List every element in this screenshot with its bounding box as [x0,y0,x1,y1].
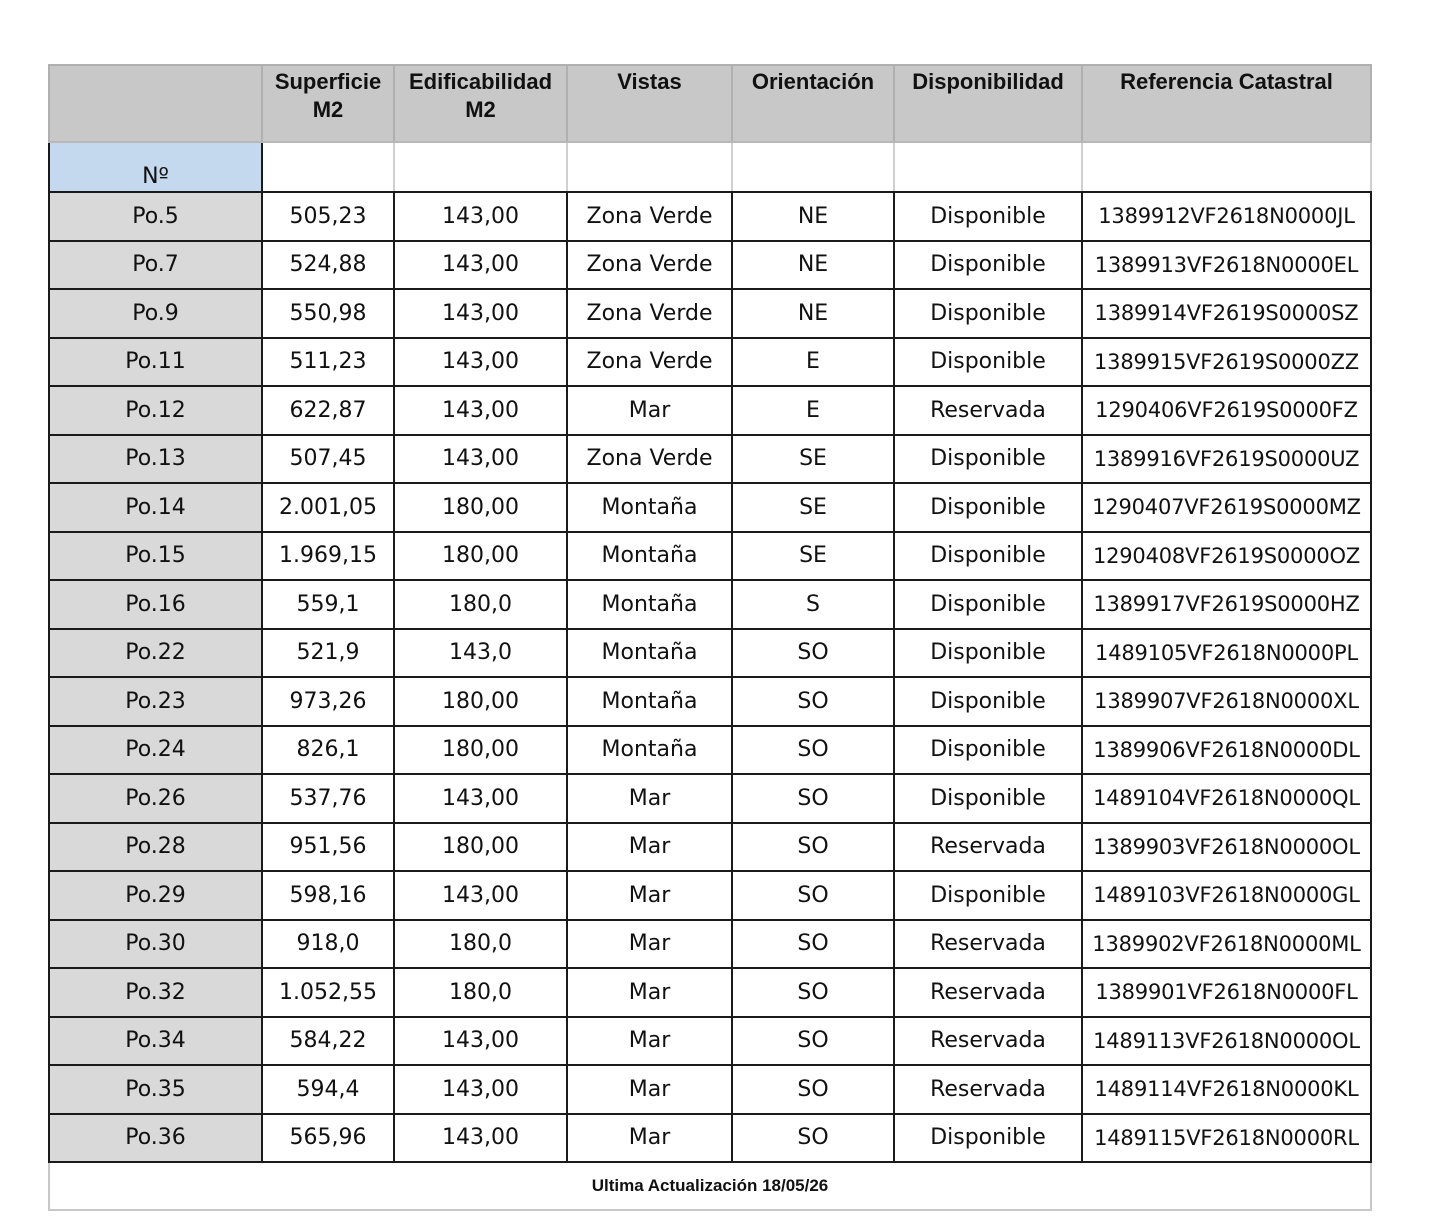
edificabilidad-cell: 143,00 [394,338,567,387]
table-row [49,823,1371,872]
vistas-cell: Zona Verde [567,435,732,484]
table-row [49,968,1371,1017]
header-edificabilidad: Edificabilidad M2 [394,65,567,142]
vistas-cell: Mar [567,774,732,823]
header-orientacion: Orientación [732,65,894,142]
table-row [49,532,1371,581]
lots-table [48,64,1372,1211]
orientacion-cell: S [732,580,894,629]
table-row [49,435,1371,484]
orientacion-cell: SE [732,483,894,532]
table-row [49,580,1371,629]
superficie-cell: 511,23 [262,338,394,387]
status-cell: Disponible [894,483,1082,532]
orientacion-cell: SO [732,1114,894,1163]
status-cell: Disponible [894,871,1082,920]
referencia-cell: 1389914VF2619S0000SZ [1082,289,1371,338]
lot-cell: Po.15 [49,532,262,581]
superficie-cell: 537,76 [262,774,394,823]
blank-cell [732,142,894,192]
orientacion-cell: SO [732,968,894,1017]
header-disponibilidad: Disponibilidad [894,65,1082,142]
superficie-cell: 524,88 [262,241,394,290]
status-cell: Reservada [894,386,1082,435]
edificabilidad-cell: 143,00 [394,435,567,484]
orientacion-cell: SO [732,871,894,920]
orientacion-cell: NE [732,241,894,290]
status-cell: Disponible [894,726,1082,775]
vistas-cell: Mar [567,823,732,872]
lot-cell: Po.30 [49,920,262,969]
status-cell: Disponible [894,435,1082,484]
edificabilidad-cell: 180,00 [394,726,567,775]
referencia-cell: 1489114VF2618N0000KL [1082,1065,1371,1114]
referencia-cell: 1489115VF2618N0000RL [1082,1114,1371,1163]
lot-cell: Po.14 [49,483,262,532]
superficie-cell: 505,23 [262,192,394,241]
referencia-cell: 1489104VF2618N0000QL [1082,774,1371,823]
vistas-cell: Mar [567,871,732,920]
referencia-cell: 1290408VF2619S0000OZ [1082,532,1371,581]
superficie-cell: 973,26 [262,677,394,726]
header-superficie: Superficie M2 [262,65,394,142]
table-row [49,871,1371,920]
superficie-cell: 594,4 [262,1065,394,1114]
table-row [49,1065,1371,1114]
vistas-cell: Mar [567,968,732,1017]
lot-cell: Po.5 [49,192,262,241]
status-cell: Reservada [894,1017,1082,1066]
vistas-cell: Montaña [567,726,732,775]
vistas-cell: Mar [567,1114,732,1163]
referencia-cell: 1389917VF2619S0000HZ [1082,580,1371,629]
lot-cell: Po.26 [49,774,262,823]
table-row [49,1114,1371,1163]
edificabilidad-cell: 180,00 [394,677,567,726]
lot-cell: Po.11 [49,338,262,387]
lot-cell: Po.36 [49,1114,262,1163]
table-row [49,774,1371,823]
table-row [49,241,1371,290]
lot-cell: Po.24 [49,726,262,775]
superficie-cell: 507,45 [262,435,394,484]
vistas-cell: Montaña [567,532,732,581]
referencia-cell: 1290407VF2619S0000MZ [1082,483,1371,532]
blank-cell [394,142,567,192]
orientacion-cell: SO [732,1065,894,1114]
orientacion-cell: SE [732,435,894,484]
edificabilidad-cell: 143,00 [394,1065,567,1114]
superficie-cell: 622,87 [262,386,394,435]
table-header [49,65,1371,142]
table-body [49,192,1371,1162]
superficie-cell: 2.001,05 [262,483,394,532]
referencia-cell: 1489103VF2618N0000GL [1082,871,1371,920]
status-cell: Disponible [894,677,1082,726]
status-cell: Disponible [894,1114,1082,1163]
header-vistas: Vistas [567,65,732,142]
vistas-cell: Montaña [567,483,732,532]
table-footer [49,1162,1371,1210]
edificabilidad-cell: 180,00 [394,483,567,532]
lot-cell: Po.23 [49,677,262,726]
lot-cell: Po.22 [49,629,262,678]
orientacion-cell: SE [732,532,894,581]
lot-cell: Po.35 [49,1065,262,1114]
header-referencia: Referencia Catastral [1082,65,1371,142]
table-row [49,483,1371,532]
number-section [49,142,1371,192]
orientacion-cell: E [732,386,894,435]
table-row [49,338,1371,387]
referencia-cell: 1389903VF2618N0000OL [1082,823,1371,872]
status-cell: Reservada [894,920,1082,969]
lot-cell: Po.9 [49,289,262,338]
orientacion-cell: E [732,338,894,387]
table-row [49,629,1371,678]
status-cell: Disponible [894,629,1082,678]
edificabilidad-cell: 143,00 [394,241,567,290]
status-cell: Reservada [894,823,1082,872]
last-update-text: Ultima Actualización 18/05/26 [49,1162,1371,1210]
header-row [49,65,1371,142]
superficie-cell: 565,96 [262,1114,394,1163]
header-lot [49,65,262,142]
superficie-cell: 826,1 [262,726,394,775]
referencia-cell: 1290406VF2619S0000FZ [1082,386,1371,435]
referencia-cell: 1389901VF2618N0000FL [1082,968,1371,1017]
table-row [49,192,1371,241]
superficie-cell: 951,56 [262,823,394,872]
blank-cell [1082,142,1371,192]
vistas-cell: Mar [567,1065,732,1114]
lot-cell: Po.12 [49,386,262,435]
referencia-cell: 1389915VF2619S0000ZZ [1082,338,1371,387]
status-cell: Disponible [894,532,1082,581]
number-row [49,142,1371,192]
vistas-cell: Zona Verde [567,338,732,387]
superficie-cell: 1.052,55 [262,968,394,1017]
edificabilidad-cell: 180,0 [394,968,567,1017]
table-row [49,289,1371,338]
referencia-cell: 1389913VF2618N0000EL [1082,241,1371,290]
status-cell: Disponible [894,192,1082,241]
vistas-cell: Montaña [567,677,732,726]
vistas-cell: Montaña [567,580,732,629]
vistas-cell: Mar [567,1017,732,1066]
orientacion-cell: NE [732,289,894,338]
table-row [49,677,1371,726]
edificabilidad-cell: 180,0 [394,580,567,629]
edificabilidad-cell: 143,00 [394,1017,567,1066]
edificabilidad-cell: 180,00 [394,823,567,872]
referencia-cell: 1389916VF2619S0000UZ [1082,435,1371,484]
superficie-cell: 550,98 [262,289,394,338]
status-cell: Reservada [894,968,1082,1017]
status-cell: Disponible [894,774,1082,823]
vistas-cell: Zona Verde [567,289,732,338]
status-cell: Disponible [894,580,1082,629]
referencia-cell: 1389907VF2618N0000XL [1082,677,1371,726]
referencia-cell: 1489113VF2618N0000OL [1082,1017,1371,1066]
lot-cell: Po.7 [49,241,262,290]
referencia-cell: 1389906VF2618N0000DL [1082,726,1371,775]
superficie-cell: 598,16 [262,871,394,920]
blank-cell [262,142,394,192]
superficie-cell: 559,1 [262,580,394,629]
orientacion-cell: SO [732,726,894,775]
status-cell: Disponible [894,241,1082,290]
orientacion-cell: SO [732,677,894,726]
lot-cell: Po.16 [49,580,262,629]
table-row [49,1017,1371,1066]
vistas-cell: Zona Verde [567,192,732,241]
table-row [49,726,1371,775]
superficie-cell: 584,22 [262,1017,394,1066]
lot-cell: Po.32 [49,968,262,1017]
orientacion-cell: SO [732,629,894,678]
edificabilidad-cell: 143,00 [394,774,567,823]
edificabilidad-cell: 143,00 [394,871,567,920]
edificabilidad-cell: 180,0 [394,920,567,969]
table-row [49,386,1371,435]
lot-cell: Po.13 [49,435,262,484]
superficie-cell: 1.969,15 [262,532,394,581]
footer-row [49,1162,1371,1210]
edificabilidad-cell: 143,00 [394,289,567,338]
vistas-cell: Mar [567,386,732,435]
lot-cell: Po.28 [49,823,262,872]
orientacion-cell: SO [732,823,894,872]
edificabilidad-cell: 180,00 [394,532,567,581]
superficie-cell: 521,9 [262,629,394,678]
edificabilidad-cell: 143,00 [394,386,567,435]
orientacion-cell: NE [732,192,894,241]
lot-cell: Po.34 [49,1017,262,1066]
lot-cell: Po.29 [49,871,262,920]
edificabilidad-cell: 143,00 [394,192,567,241]
status-cell: Disponible [894,289,1082,338]
referencia-cell: 1389912VF2618N0000JL [1082,192,1371,241]
status-cell: Disponible [894,338,1082,387]
status-cell: Reservada [894,1065,1082,1114]
referencia-cell: 1389902VF2618N0000ML [1082,920,1371,969]
edificabilidad-cell: 143,00 [394,1114,567,1163]
orientacion-cell: SO [732,1017,894,1066]
number-label: Nº [49,142,262,192]
vistas-cell: Montaña [567,629,732,678]
referencia-cell: 1489105VF2618N0000PL [1082,629,1371,678]
blank-cell [894,142,1082,192]
table-row [49,920,1371,969]
orientacion-cell: SO [732,920,894,969]
vistas-cell: Mar [567,920,732,969]
lots-sheet [48,64,1370,1211]
orientacion-cell: SO [732,774,894,823]
blank-cell [567,142,732,192]
superficie-cell: 918,0 [262,920,394,969]
vistas-cell: Zona Verde [567,241,732,290]
edificabilidad-cell: 143,0 [394,629,567,678]
